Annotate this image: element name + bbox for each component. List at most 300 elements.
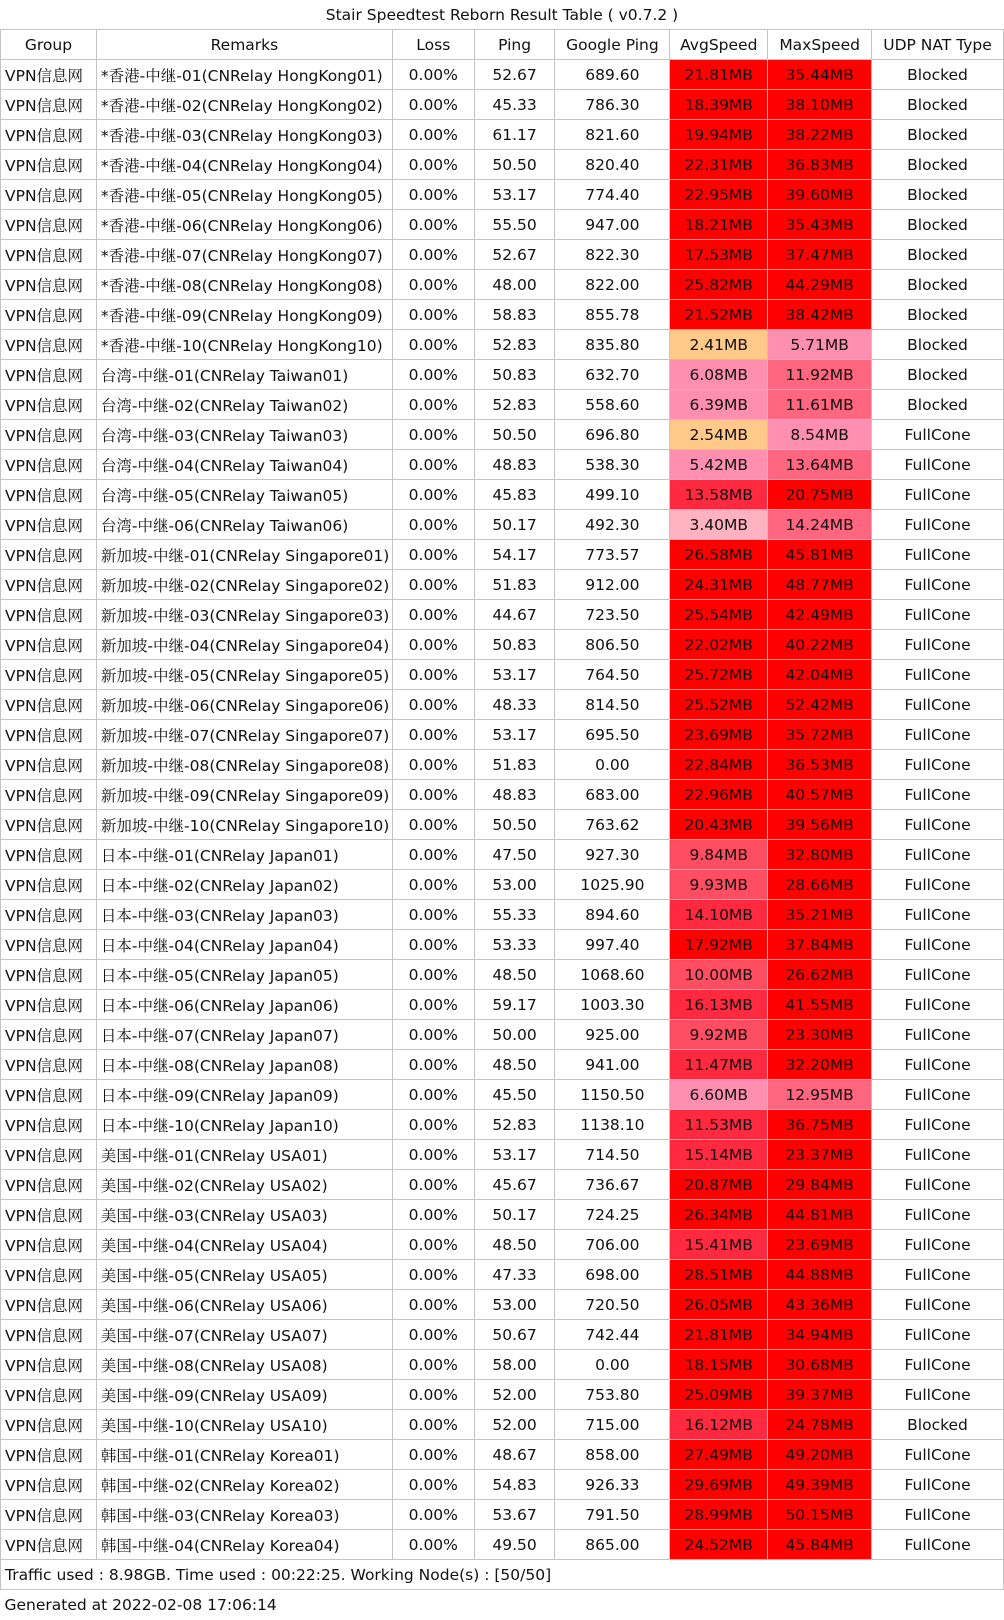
cell-google-ping: 1138.10 xyxy=(555,1110,670,1140)
cell-remarks: 美国-中继-06(CNRelay USA06) xyxy=(96,1290,392,1320)
header-remarks: Remarks xyxy=(96,30,392,60)
cell-loss: 0.00% xyxy=(392,150,474,180)
cell-avg-speed: 22.31MB xyxy=(670,150,768,180)
cell-loss: 0.00% xyxy=(392,840,474,870)
cell-udp-nat-type: FullCone xyxy=(872,1260,1004,1290)
cell-udp-nat-type: Blocked xyxy=(872,330,1004,360)
cell-loss: 0.00% xyxy=(392,900,474,930)
cell-ping: 53.17 xyxy=(474,180,555,210)
header-group: Group xyxy=(1,30,97,60)
cell-avg-speed: 20.43MB xyxy=(670,810,768,840)
cell-group: VPN信息网 xyxy=(1,1020,97,1050)
cell-udp-nat-type: FullCone xyxy=(872,1530,1004,1560)
cell-avg-speed: 16.12MB xyxy=(670,1410,768,1440)
cell-loss: 0.00% xyxy=(392,420,474,450)
cell-avg-speed: 22.02MB xyxy=(670,630,768,660)
cell-avg-speed: 29.69MB xyxy=(670,1470,768,1500)
cell-udp-nat-type: FullCone xyxy=(872,960,1004,990)
cell-loss: 0.00% xyxy=(392,1020,474,1050)
cell-google-ping: 683.00 xyxy=(555,780,670,810)
cell-remarks: 日本-中继-08(CNRelay Japan08) xyxy=(96,1050,392,1080)
cell-remarks: *香港-中继-10(CNRelay HongKong10) xyxy=(96,330,392,360)
cell-google-ping: 499.10 xyxy=(555,480,670,510)
table-row xyxy=(1,1380,1004,1410)
table-row xyxy=(1,960,1004,990)
cell-ping: 53.00 xyxy=(474,1290,555,1320)
cell-ping: 47.50 xyxy=(474,840,555,870)
cell-google-ping: 1068.60 xyxy=(555,960,670,990)
cell-google-ping: 912.00 xyxy=(555,570,670,600)
cell-google-ping: 786.30 xyxy=(555,90,670,120)
cell-avg-speed: 10.00MB xyxy=(670,960,768,990)
table-row xyxy=(1,390,1004,420)
cell-avg-speed: 2.54MB xyxy=(670,420,768,450)
cell-remarks: 韩国-中继-04(CNRelay Korea04) xyxy=(96,1530,392,1560)
cell-remarks: 日本-中继-03(CNRelay Japan03) xyxy=(96,900,392,930)
cell-loss: 0.00% xyxy=(392,1440,474,1470)
cell-loss: 0.00% xyxy=(392,1500,474,1530)
cell-avg-speed: 25.72MB xyxy=(670,660,768,690)
cell-group: VPN信息网 xyxy=(1,750,97,780)
cell-avg-speed: 15.14MB xyxy=(670,1140,768,1170)
cell-remarks: 新加坡-中继-01(CNRelay Singapore01) xyxy=(96,540,392,570)
cell-loss: 0.00% xyxy=(392,1470,474,1500)
table-row xyxy=(1,1230,1004,1260)
cell-avg-speed: 18.39MB xyxy=(670,90,768,120)
cell-loss: 0.00% xyxy=(392,360,474,390)
cell-udp-nat-type: FullCone xyxy=(872,480,1004,510)
cell-remarks: *香港-中继-09(CNRelay HongKong09) xyxy=(96,300,392,330)
cell-google-ping: 724.25 xyxy=(555,1200,670,1230)
table-row xyxy=(1,630,1004,660)
cell-group: VPN信息网 xyxy=(1,1470,97,1500)
table-row xyxy=(1,210,1004,240)
cell-group: VPN信息网 xyxy=(1,900,97,930)
cell-google-ping: 764.50 xyxy=(555,660,670,690)
cell-udp-nat-type: FullCone xyxy=(872,1200,1004,1230)
cell-udp-nat-type: Blocked xyxy=(872,150,1004,180)
cell-remarks: 新加坡-中继-06(CNRelay Singapore06) xyxy=(96,690,392,720)
cell-google-ping: 0.00 xyxy=(555,750,670,780)
cell-ping: 45.33 xyxy=(474,90,555,120)
cell-remarks: *香港-中继-04(CNRelay HongKong04) xyxy=(96,150,392,180)
cell-avg-speed: 24.31MB xyxy=(670,570,768,600)
cell-remarks: 美国-中继-10(CNRelay USA10) xyxy=(96,1410,392,1440)
cell-remarks: 韩国-中继-02(CNRelay Korea02) xyxy=(96,1470,392,1500)
cell-max-speed: 37.84MB xyxy=(768,930,872,960)
cell-max-speed: 30.68MB xyxy=(768,1350,872,1380)
cell-loss: 0.00% xyxy=(392,600,474,630)
cell-ping: 48.50 xyxy=(474,960,555,990)
cell-ping: 55.50 xyxy=(474,210,555,240)
cell-remarks: 新加坡-中继-03(CNRelay Singapore03) xyxy=(96,600,392,630)
cell-remarks: 新加坡-中继-09(CNRelay Singapore09) xyxy=(96,780,392,810)
cell-ping: 53.17 xyxy=(474,660,555,690)
cell-udp-nat-type: FullCone xyxy=(872,720,1004,750)
cell-ping: 50.50 xyxy=(474,810,555,840)
cell-ping: 48.83 xyxy=(474,450,555,480)
cell-udp-nat-type: Blocked xyxy=(872,90,1004,120)
cell-google-ping: 689.60 xyxy=(555,60,670,90)
cell-max-speed: 37.47MB xyxy=(768,240,872,270)
header-max-speed: MaxSpeed xyxy=(768,30,872,60)
cell-loss: 0.00% xyxy=(392,330,474,360)
cell-loss: 0.00% xyxy=(392,390,474,420)
cell-google-ping: 806.50 xyxy=(555,630,670,660)
cell-avg-speed: 13.58MB xyxy=(670,480,768,510)
cell-max-speed: 38.10MB xyxy=(768,90,872,120)
cell-remarks: *香港-中继-01(CNRelay HongKong01) xyxy=(96,60,392,90)
cell-loss: 0.00% xyxy=(392,1170,474,1200)
cell-group: VPN信息网 xyxy=(1,1110,97,1140)
cell-max-speed: 39.60MB xyxy=(768,180,872,210)
cell-remarks: *香港-中继-08(CNRelay HongKong08) xyxy=(96,270,392,300)
cell-group: VPN信息网 xyxy=(1,1170,97,1200)
cell-google-ping: 723.50 xyxy=(555,600,670,630)
table-row xyxy=(1,180,1004,210)
cell-google-ping: 698.00 xyxy=(555,1260,670,1290)
cell-udp-nat-type: FullCone xyxy=(872,630,1004,660)
cell-google-ping: 763.62 xyxy=(555,810,670,840)
cell-remarks: 台湾-中继-05(CNRelay Taiwan05) xyxy=(96,480,392,510)
cell-avg-speed: 19.94MB xyxy=(670,120,768,150)
cell-max-speed: 32.80MB xyxy=(768,840,872,870)
cell-google-ping: 926.33 xyxy=(555,1470,670,1500)
cell-google-ping: 855.78 xyxy=(555,300,670,330)
cell-group: VPN信息网 xyxy=(1,300,97,330)
cell-ping: 58.83 xyxy=(474,300,555,330)
cell-remarks: 新加坡-中继-10(CNRelay Singapore10) xyxy=(96,810,392,840)
table-row xyxy=(1,1080,1004,1110)
cell-group: VPN信息网 xyxy=(1,930,97,960)
table-row xyxy=(1,540,1004,570)
cell-avg-speed: 16.13MB xyxy=(670,990,768,1020)
table-body xyxy=(1,60,1004,1560)
cell-ping: 52.00 xyxy=(474,1410,555,1440)
table-row xyxy=(1,330,1004,360)
cell-ping: 48.50 xyxy=(474,1230,555,1260)
table-row xyxy=(1,990,1004,1020)
cell-max-speed: 29.84MB xyxy=(768,1170,872,1200)
cell-ping: 50.17 xyxy=(474,510,555,540)
cell-group: VPN信息网 xyxy=(1,1350,97,1380)
cell-avg-speed: 22.84MB xyxy=(670,750,768,780)
cell-group: VPN信息网 xyxy=(1,720,97,750)
cell-max-speed: 8.54MB xyxy=(768,420,872,450)
cell-remarks: 日本-中继-10(CNRelay Japan10) xyxy=(96,1110,392,1140)
cell-ping: 51.83 xyxy=(474,570,555,600)
cell-avg-speed: 18.21MB xyxy=(670,210,768,240)
cell-group: VPN信息网 xyxy=(1,150,97,180)
cell-udp-nat-type: Blocked xyxy=(872,390,1004,420)
cell-remarks: 美国-中继-05(CNRelay USA05) xyxy=(96,1260,392,1290)
cell-avg-speed: 21.81MB xyxy=(670,60,768,90)
cell-ping: 53.17 xyxy=(474,720,555,750)
cell-group: VPN信息网 xyxy=(1,330,97,360)
table-row xyxy=(1,1260,1004,1290)
cell-remarks: 韩国-中继-01(CNRelay Korea01) xyxy=(96,1440,392,1470)
cell-max-speed: 52.42MB xyxy=(768,690,872,720)
cell-google-ping: 492.30 xyxy=(555,510,670,540)
cell-max-speed: 13.64MB xyxy=(768,450,872,480)
cell-max-speed: 39.37MB xyxy=(768,1380,872,1410)
cell-udp-nat-type: Blocked xyxy=(872,180,1004,210)
cell-ping: 48.83 xyxy=(474,780,555,810)
cell-avg-speed: 21.52MB xyxy=(670,300,768,330)
cell-remarks: 日本-中继-02(CNRelay Japan02) xyxy=(96,870,392,900)
cell-google-ping: 927.30 xyxy=(555,840,670,870)
cell-google-ping: 715.00 xyxy=(555,1410,670,1440)
cell-udp-nat-type: FullCone xyxy=(872,1500,1004,1530)
cell-remarks: 新加坡-中继-04(CNRelay Singapore04) xyxy=(96,630,392,660)
cell-udp-nat-type: FullCone xyxy=(872,810,1004,840)
cell-udp-nat-type: FullCone xyxy=(872,1230,1004,1260)
cell-udp-nat-type: Blocked xyxy=(872,60,1004,90)
table-row xyxy=(1,1050,1004,1080)
cell-ping: 52.83 xyxy=(474,1110,555,1140)
table-row xyxy=(1,1320,1004,1350)
cell-max-speed: 49.20MB xyxy=(768,1440,872,1470)
cell-google-ping: 773.57 xyxy=(555,540,670,570)
cell-max-speed: 20.75MB xyxy=(768,480,872,510)
cell-max-speed: 26.62MB xyxy=(768,960,872,990)
cell-loss: 0.00% xyxy=(392,660,474,690)
table-row xyxy=(1,1200,1004,1230)
cell-udp-nat-type: FullCone xyxy=(872,1050,1004,1080)
cell-max-speed: 36.83MB xyxy=(768,150,872,180)
cell-loss: 0.00% xyxy=(392,810,474,840)
cell-remarks: 美国-中继-08(CNRelay USA08) xyxy=(96,1350,392,1380)
cell-avg-speed: 14.10MB xyxy=(670,900,768,930)
table-row xyxy=(1,1440,1004,1470)
table-row xyxy=(1,900,1004,930)
cell-avg-speed: 11.53MB xyxy=(670,1110,768,1140)
cell-avg-speed: 24.52MB xyxy=(670,1530,768,1560)
cell-loss: 0.00% xyxy=(392,1290,474,1320)
cell-group: VPN信息网 xyxy=(1,240,97,270)
cell-group: VPN信息网 xyxy=(1,870,97,900)
cell-google-ping: 0.00 xyxy=(555,1350,670,1380)
cell-google-ping: 941.00 xyxy=(555,1050,670,1080)
cell-group: VPN信息网 xyxy=(1,390,97,420)
cell-avg-speed: 9.92MB xyxy=(670,1020,768,1050)
cell-max-speed: 44.29MB xyxy=(768,270,872,300)
cell-remarks: 台湾-中继-06(CNRelay Taiwan06) xyxy=(96,510,392,540)
cell-google-ping: 714.50 xyxy=(555,1140,670,1170)
cell-avg-speed: 3.40MB xyxy=(670,510,768,540)
table-row xyxy=(1,450,1004,480)
cell-loss: 0.00% xyxy=(392,300,474,330)
cell-ping: 58.00 xyxy=(474,1350,555,1380)
cell-google-ping: 925.00 xyxy=(555,1020,670,1050)
cell-loss: 0.00% xyxy=(392,1350,474,1380)
cell-udp-nat-type: Blocked xyxy=(872,270,1004,300)
cell-max-speed: 39.56MB xyxy=(768,810,872,840)
cell-max-speed: 40.57MB xyxy=(768,780,872,810)
cell-avg-speed: 9.93MB xyxy=(670,870,768,900)
cell-loss: 0.00% xyxy=(392,1530,474,1560)
cell-google-ping: 947.00 xyxy=(555,210,670,240)
cell-udp-nat-type: FullCone xyxy=(872,1110,1004,1140)
cell-ping: 53.67 xyxy=(474,1500,555,1530)
cell-loss: 0.00% xyxy=(392,540,474,570)
cell-udp-nat-type: FullCone xyxy=(872,1320,1004,1350)
cell-max-speed: 48.77MB xyxy=(768,570,872,600)
cell-ping: 50.83 xyxy=(474,630,555,660)
table-row xyxy=(1,1470,1004,1500)
cell-google-ping: 894.60 xyxy=(555,900,670,930)
cell-avg-speed: 5.42MB xyxy=(670,450,768,480)
cell-ping: 53.00 xyxy=(474,870,555,900)
table-row xyxy=(1,1290,1004,1320)
cell-group: VPN信息网 xyxy=(1,630,97,660)
cell-max-speed: 36.53MB xyxy=(768,750,872,780)
cell-remarks: 日本-中继-05(CNRelay Japan05) xyxy=(96,960,392,990)
cell-max-speed: 23.37MB xyxy=(768,1140,872,1170)
cell-group: VPN信息网 xyxy=(1,540,97,570)
cell-max-speed: 38.42MB xyxy=(768,300,872,330)
cell-udp-nat-type: FullCone xyxy=(872,840,1004,870)
cell-udp-nat-type: FullCone xyxy=(872,900,1004,930)
cell-group: VPN信息网 xyxy=(1,990,97,1020)
cell-google-ping: 774.40 xyxy=(555,180,670,210)
cell-avg-speed: 17.53MB xyxy=(670,240,768,270)
cell-udp-nat-type: FullCone xyxy=(872,870,1004,900)
cell-loss: 0.00% xyxy=(392,60,474,90)
cell-avg-speed: 25.09MB xyxy=(670,1380,768,1410)
cell-ping: 44.67 xyxy=(474,600,555,630)
cell-udp-nat-type: FullCone xyxy=(872,1020,1004,1050)
cell-loss: 0.00% xyxy=(392,1110,474,1140)
cell-ping: 45.83 xyxy=(474,480,555,510)
cell-loss: 0.00% xyxy=(392,120,474,150)
cell-avg-speed: 22.96MB xyxy=(670,780,768,810)
cell-avg-speed: 6.60MB xyxy=(670,1080,768,1110)
cell-group: VPN信息网 xyxy=(1,210,97,240)
cell-loss: 0.00% xyxy=(392,780,474,810)
cell-max-speed: 42.04MB xyxy=(768,660,872,690)
cell-udp-nat-type: FullCone xyxy=(872,690,1004,720)
table-row xyxy=(1,750,1004,780)
table-row xyxy=(1,1350,1004,1380)
cell-max-speed: 38.22MB xyxy=(768,120,872,150)
cell-group: VPN信息网 xyxy=(1,1380,97,1410)
cell-udp-nat-type: FullCone xyxy=(872,780,1004,810)
cell-udp-nat-type: FullCone xyxy=(872,660,1004,690)
table-row xyxy=(1,1020,1004,1050)
cell-udp-nat-type: Blocked xyxy=(872,210,1004,240)
table-row xyxy=(1,420,1004,450)
table-row xyxy=(1,120,1004,150)
cell-ping: 50.00 xyxy=(474,1020,555,1050)
cell-ping: 52.83 xyxy=(474,330,555,360)
cell-group: VPN信息网 xyxy=(1,1290,97,1320)
cell-udp-nat-type: FullCone xyxy=(872,990,1004,1020)
cell-ping: 55.33 xyxy=(474,900,555,930)
cell-udp-nat-type: FullCone xyxy=(872,600,1004,630)
cell-loss: 0.00% xyxy=(392,1260,474,1290)
cell-udp-nat-type: FullCone xyxy=(872,450,1004,480)
table-row xyxy=(1,870,1004,900)
cell-loss: 0.00% xyxy=(392,210,474,240)
cell-group: VPN信息网 xyxy=(1,510,97,540)
table-row xyxy=(1,1500,1004,1530)
table-row xyxy=(1,720,1004,750)
cell-loss: 0.00% xyxy=(392,270,474,300)
header-loss: Loss xyxy=(392,30,474,60)
cell-avg-speed: 6.39MB xyxy=(670,390,768,420)
table-row xyxy=(1,660,1004,690)
cell-ping: 48.33 xyxy=(474,690,555,720)
cell-max-speed: 28.66MB xyxy=(768,870,872,900)
cell-google-ping: 632.70 xyxy=(555,360,670,390)
cell-group: VPN信息网 xyxy=(1,270,97,300)
cell-avg-speed: 26.34MB xyxy=(670,1200,768,1230)
cell-group: VPN信息网 xyxy=(1,480,97,510)
cell-avg-speed: 18.15MB xyxy=(670,1350,768,1380)
cell-group: VPN信息网 xyxy=(1,1260,97,1290)
cell-avg-speed: 2.41MB xyxy=(670,330,768,360)
cell-max-speed: 5.71MB xyxy=(768,330,872,360)
cell-google-ping: 821.60 xyxy=(555,120,670,150)
header-avg-speed: AvgSpeed xyxy=(670,30,768,60)
cell-group: VPN信息网 xyxy=(1,90,97,120)
cell-max-speed: 23.30MB xyxy=(768,1020,872,1050)
table-row xyxy=(1,1410,1004,1440)
cell-group: VPN信息网 xyxy=(1,960,97,990)
cell-google-ping: 753.80 xyxy=(555,1380,670,1410)
cell-udp-nat-type: FullCone xyxy=(872,1080,1004,1110)
cell-avg-speed: 22.95MB xyxy=(670,180,768,210)
cell-udp-nat-type: FullCone xyxy=(872,420,1004,450)
cell-loss: 0.00% xyxy=(392,1410,474,1440)
cell-ping: 48.67 xyxy=(474,1440,555,1470)
cell-remarks: 台湾-中继-03(CNRelay Taiwan03) xyxy=(96,420,392,450)
cell-loss: 0.00% xyxy=(392,570,474,600)
cell-group: VPN信息网 xyxy=(1,60,97,90)
cell-ping: 49.50 xyxy=(474,1530,555,1560)
cell-avg-speed: 25.82MB xyxy=(670,270,768,300)
cell-udp-nat-type: FullCone xyxy=(872,1290,1004,1320)
cell-google-ping: 706.00 xyxy=(555,1230,670,1260)
cell-max-speed: 35.44MB xyxy=(768,60,872,90)
cell-loss: 0.00% xyxy=(392,1140,474,1170)
table-row xyxy=(1,1530,1004,1560)
cell-udp-nat-type: FullCone xyxy=(872,1140,1004,1170)
table-row xyxy=(1,510,1004,540)
cell-remarks: 美国-中继-02(CNRelay USA02) xyxy=(96,1170,392,1200)
cell-ping: 50.50 xyxy=(474,150,555,180)
cell-avg-speed: 26.05MB xyxy=(670,1290,768,1320)
cell-group: VPN信息网 xyxy=(1,420,97,450)
header-row xyxy=(1,30,1004,60)
cell-loss: 0.00% xyxy=(392,690,474,720)
cell-remarks: *香港-中继-03(CNRelay HongKong03) xyxy=(96,120,392,150)
cell-ping: 52.83 xyxy=(474,390,555,420)
cell-loss: 0.00% xyxy=(392,960,474,990)
table-row xyxy=(1,780,1004,810)
cell-avg-speed: 28.51MB xyxy=(670,1260,768,1290)
table-row xyxy=(1,360,1004,390)
cell-avg-speed: 20.87MB xyxy=(670,1170,768,1200)
cell-remarks: 台湾-中继-04(CNRelay Taiwan04) xyxy=(96,450,392,480)
table-row xyxy=(1,600,1004,630)
cell-google-ping: 558.60 xyxy=(555,390,670,420)
cell-udp-nat-type: FullCone xyxy=(872,750,1004,780)
cell-remarks: 日本-中继-04(CNRelay Japan04) xyxy=(96,930,392,960)
cell-max-speed: 35.72MB xyxy=(768,720,872,750)
cell-udp-nat-type: Blocked xyxy=(872,120,1004,150)
